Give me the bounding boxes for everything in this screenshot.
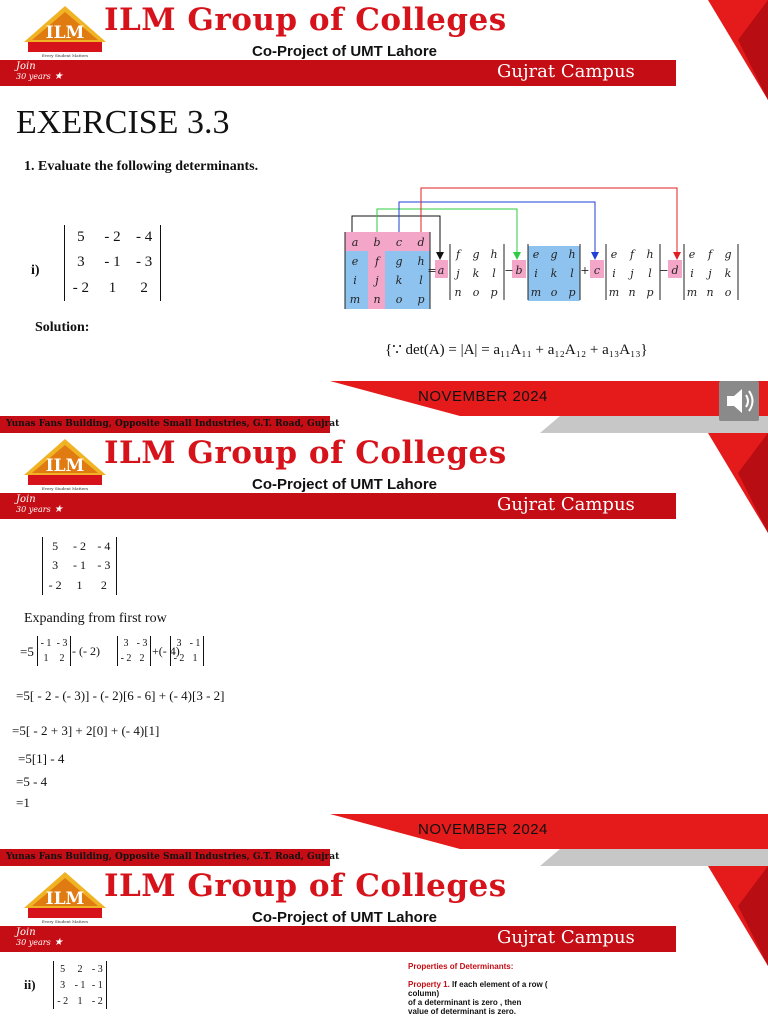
- diagram-letter: h: [490, 248, 498, 261]
- diagram-letter: a: [437, 264, 445, 277]
- matrix-cell: 5: [60, 963, 66, 975]
- diagram-letter: h: [646, 248, 654, 261]
- matrix-cell: - 3: [97, 558, 111, 573]
- part-label: i): [31, 263, 40, 278]
- matrix-cell: - 1: [189, 638, 201, 649]
- diagram-letter: j: [708, 267, 712, 280]
- matrix-cell: - 1: [91, 979, 103, 991]
- diagram-letter: b: [515, 264, 523, 277]
- diagram-letter: f: [629, 248, 635, 261]
- matrix-cell: 2: [59, 653, 65, 664]
- ilm-logo-icon: [22, 870, 108, 924]
- diagram-letter: i: [690, 267, 694, 280]
- diagram-letter: m: [349, 293, 361, 306]
- expansion-op-1: - (- 2): [72, 644, 100, 658]
- property-1: Property 1. If each element of a row ( column) of a determinant is zero , then value of determinant is zero.: [408, 980, 548, 1016]
- slide-1: [0, 0, 768, 433]
- matrix-cell: - 2: [120, 653, 132, 664]
- slide-3: [0, 866, 768, 1024]
- diagram-letter: −: [659, 264, 669, 277]
- footer-date: NOVEMBER 2024: [418, 821, 548, 838]
- diagram-letter: l: [648, 267, 652, 280]
- diagram-letter: f: [707, 248, 713, 261]
- campus-name: Gujrat Campus: [497, 61, 635, 82]
- minor-matrix-1: [37, 636, 71, 666]
- matrix-cell: - 2: [72, 279, 89, 296]
- diagram-letter: +: [580, 264, 590, 277]
- minor-matrix-3: [170, 636, 204, 666]
- corner-decoration: [648, 866, 768, 966]
- matrix-cell: - 2: [72, 539, 86, 554]
- diagram-letter: d: [671, 264, 679, 277]
- diagram-letter: j: [375, 274, 379, 287]
- matrix-cell: - 2: [57, 995, 69, 1007]
- solution-label: Solution:: [35, 320, 90, 335]
- slide-footer: [0, 381, 768, 433]
- brand-title: ILM Group of Colleges: [104, 868, 507, 904]
- diagram-letter: k: [550, 267, 558, 280]
- speaker-icon[interactable]: [719, 381, 759, 421]
- diagram-letter: c: [395, 236, 403, 249]
- ilm-logo-icon: [22, 437, 108, 491]
- diagram-letter: j: [630, 267, 634, 280]
- diagram-letter: c: [593, 264, 601, 277]
- diagram-letter: h: [568, 248, 576, 261]
- matrix-cell: - 1: [104, 254, 121, 271]
- diagram-letter: =: [427, 264, 437, 277]
- diagram-letter: −: [504, 264, 514, 277]
- diagram-letter: o: [395, 293, 403, 306]
- diagram-letter: n: [628, 286, 636, 299]
- step-line-5: =5 - 4: [16, 774, 48, 789]
- diagram-letter: e: [610, 248, 618, 261]
- ilm-logo-icon: [22, 4, 108, 58]
- determinant-matrix: [42, 537, 117, 595]
- matrix-cell: 3: [60, 979, 66, 991]
- matrix-cell: - 2: [48, 577, 62, 592]
- diagram-letter: o: [550, 286, 558, 299]
- properties-title: Properties of Determinants:: [408, 962, 514, 971]
- slide-2: [0, 433, 768, 866]
- diagram-letter: n: [454, 286, 462, 299]
- diagram-letter: p: [568, 286, 576, 299]
- matrix-cell: 5: [77, 229, 85, 246]
- diagram-letter: f: [455, 248, 461, 261]
- join-30-years: Join 30 years ★: [16, 61, 63, 82]
- co-project-text: Co-Project of UMT Lahore: [252, 43, 438, 60]
- diagram-letter: p: [490, 286, 498, 299]
- brand-title: ILM Group of Colleges: [104, 2, 507, 38]
- diagram-letter: n: [373, 293, 381, 306]
- svg-text:Every Student Matters: Every Student Matters: [41, 919, 89, 924]
- matrix-cell: 1: [43, 653, 49, 664]
- footer-date: NOVEMBER 2024: [418, 388, 548, 405]
- diagram-letter: l: [419, 274, 423, 287]
- matrix-cell: - 1: [40, 638, 52, 649]
- matrix-cell: - 3: [91, 963, 103, 975]
- determinant-formula: {∵ det(A) = |A| = a₁₁A₁₁ + a₁₂A₁₂ + a₁₃A₁₃}: [385, 342, 648, 358]
- svg-text:ILM: ILM: [45, 889, 85, 909]
- campus-name: Gujrat Campus: [497, 927, 635, 948]
- matrix-cell: 1: [108, 279, 117, 296]
- diagram-letter: m: [530, 286, 542, 299]
- diagram-letter: i: [534, 267, 538, 280]
- step-line-2: =5[ - 2 - (- 3)] - (- 2)[6 - 6] + (- 4)[3 - 2]: [16, 688, 225, 703]
- diagram-letter: h: [417, 255, 425, 268]
- step-line-3: =5[ - 2 + 3] + 2[0] + (- 4)[1]: [12, 723, 160, 738]
- footer-address: Yunas Fans Building, Opposite Small Industries, G.T. Road, Gujrat: [6, 419, 340, 429]
- matrix-cell: 1: [77, 995, 83, 1007]
- diagram-letter: g: [472, 248, 480, 261]
- diagram-letter: o: [724, 286, 732, 299]
- campus-name: Gujrat Campus: [497, 494, 635, 515]
- diagram-letter: o: [472, 286, 480, 299]
- footer-address: Yunas Fans Building, Opposite Small Industries, G.T. Road, Gujrat: [6, 852, 340, 862]
- brand-title: ILM Group of Colleges: [104, 435, 507, 471]
- matrix-cell: - 3: [136, 638, 148, 649]
- expansion-prefix: =5: [20, 644, 34, 659]
- matrix-cell: 3: [123, 638, 129, 649]
- diagram-letter: m: [686, 286, 698, 299]
- matrix-cell: 3: [77, 254, 85, 271]
- matrix-cell: 3: [52, 558, 59, 573]
- corner-decoration: [648, 0, 768, 100]
- co-project-text: Co-Project of UMT Lahore: [252, 909, 438, 926]
- diagram-letter: e: [688, 248, 696, 261]
- diagram-letter: a: [351, 236, 359, 249]
- matrix-cell: 1: [76, 577, 83, 592]
- svg-text:ILM: ILM: [45, 456, 85, 476]
- join-30-years: Join 30 years ★: [16, 494, 63, 515]
- diagram-letter: l: [570, 267, 574, 280]
- diagram-letter: i: [353, 274, 357, 287]
- logo-text: ILM: [45, 23, 85, 43]
- corner-decoration: [648, 433, 768, 533]
- diagram-letter: p: [417, 293, 425, 306]
- logo-tagline: Every Student Matters: [41, 53, 89, 58]
- slide-header: [0, 866, 768, 966]
- matrix-cell: - 4: [97, 539, 111, 554]
- diagram-letter: b: [373, 236, 381, 249]
- matrix-cell: - 2: [104, 229, 121, 246]
- matrix-cell: 1: [192, 653, 198, 664]
- diagram-letter: f: [374, 255, 380, 268]
- expanding-text: Expanding from first row: [24, 611, 167, 626]
- diagram-letter: m: [608, 286, 620, 299]
- matrix-cell: 2: [140, 279, 148, 296]
- matrix-cell: 5: [52, 539, 59, 554]
- matrix-cell: 2: [100, 577, 107, 592]
- diagram-letter: l: [492, 267, 496, 280]
- slide-footer: [0, 814, 768, 866]
- diagram-letter: g: [724, 248, 732, 261]
- matrix-cell: - 2: [91, 995, 103, 1007]
- matrix-cell: - 2: [173, 653, 185, 664]
- diagram-letter: e: [351, 255, 359, 268]
- diagram-letter: e: [532, 248, 540, 261]
- determinant-matrix: [64, 225, 161, 301]
- exercise-title: EXERCISE 3.3: [16, 104, 230, 141]
- diagram-letter: j: [456, 267, 460, 280]
- svg-text:Every Student Matters: Every Student Matters: [41, 486, 89, 491]
- matrix-cell: 2: [77, 963, 83, 975]
- diagram-letter: k: [724, 267, 732, 280]
- question-text: 1. Evaluate the following determinants.: [24, 159, 259, 174]
- matrix-cell: - 1: [74, 979, 86, 991]
- matrix-cell: 2: [139, 653, 145, 664]
- diagram-letter: i: [612, 267, 616, 280]
- co-project-text: Co-Project of UMT Lahore: [252, 476, 438, 493]
- matrix-cell: 3: [176, 638, 182, 649]
- matrix-cell: - 4: [136, 229, 153, 246]
- matrix-cell: - 3: [56, 638, 68, 649]
- expansion-op-2: +(- 4): [152, 644, 180, 658]
- step-line-4: =5[1] - 4: [18, 751, 65, 766]
- slide-header: [0, 433, 768, 533]
- diagram-letter: p: [646, 286, 654, 299]
- diagram-letter: d: [417, 236, 425, 249]
- part-label: ii): [24, 977, 36, 992]
- diagram-letter: k: [472, 267, 480, 280]
- cofactor-diagram: [340, 180, 745, 315]
- diagram-letter: g: [395, 255, 403, 268]
- diagram-letter: k: [395, 274, 403, 287]
- matrix-cell: - 3: [136, 254, 153, 271]
- diagram-letter: n: [706, 286, 714, 299]
- slide-header: [0, 0, 768, 100]
- step-line-6: =1: [16, 795, 30, 810]
- determinant-matrix: [53, 961, 107, 1009]
- diagram-letter: g: [550, 248, 558, 261]
- minor-matrix-2: [117, 636, 151, 666]
- join-30-years: Join 30 years ★: [16, 927, 63, 948]
- matrix-cell: - 1: [72, 558, 86, 573]
